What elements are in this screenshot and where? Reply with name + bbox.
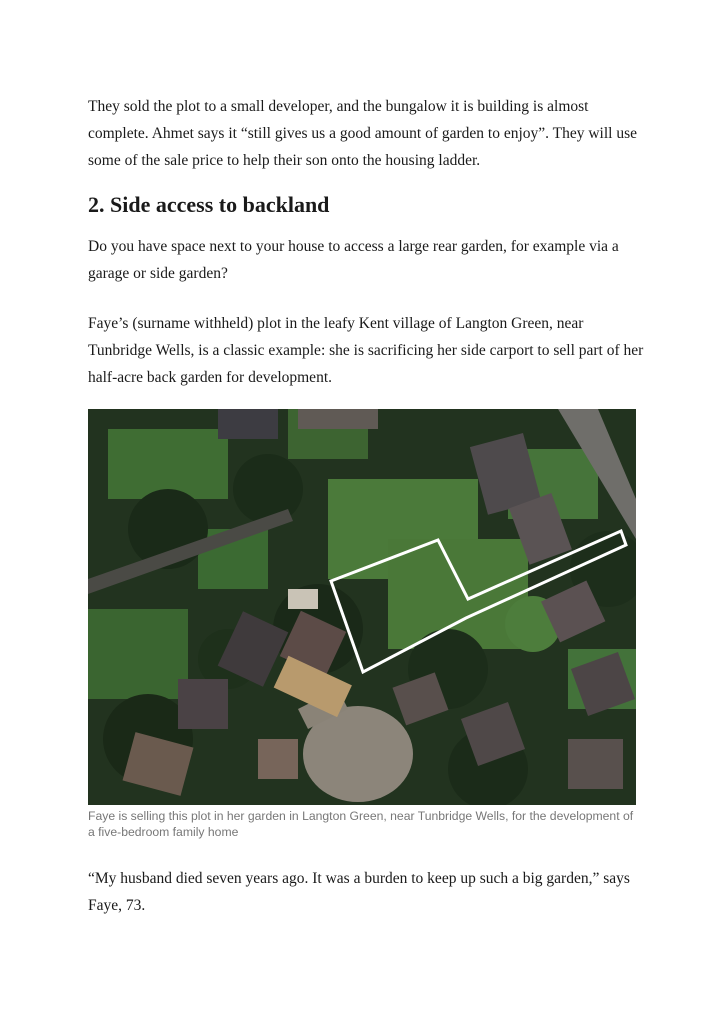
paragraph-quote: “My husband died seven years ago. It was a burden to keep up such a big garden,” says Faye, 73.: [88, 870, 630, 914]
paragraph-question: Do you have space next to your house to access a large rear garden, for example via a garage or side garden?: [88, 238, 619, 282]
paragraph-faye-plot: Faye’s (surname withheld) plot in the leafy Kent village of Langton Green, near Tunbridge Wells, is a classic example: she is sacrificing her side carport to sell part of her half-acre back garden for development.: [88, 315, 644, 386]
aerial-photo: [88, 409, 636, 805]
figure-caption: Faye is selling this plot in her garden in Langton Green, near Tunbridge Wells, for the development of a five-bedroom family home: [88, 809, 634, 839]
aerial-photo-illustration: [88, 409, 636, 805]
section-heading: 2. Side access to backland: [88, 192, 330, 217]
paragraph-intro: They sold the plot to a small developer, and the bungalow it is building is almost complete. Ahmet says it “still gives us a good amount of garden to enjoy”. They will use some of the sale price to help their son onto the housing ladder.: [88, 98, 638, 169]
